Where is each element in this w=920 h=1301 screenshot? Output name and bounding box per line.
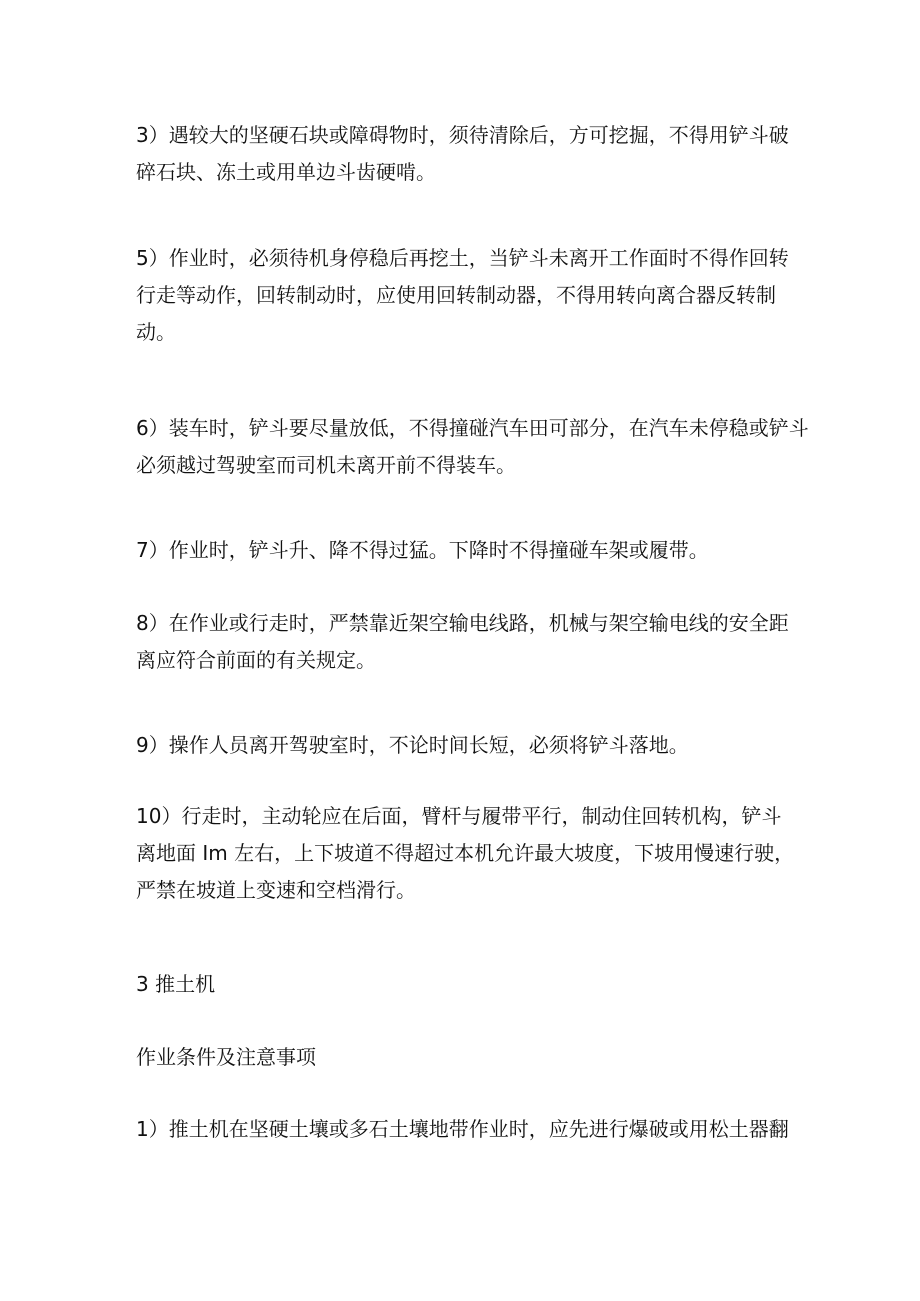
text-line: 1）推土机在坚硬土壤或多石土壤地带作业时，应先进行爆破或用松土器翻 [136, 1117, 789, 1141]
text-line: 严禁在坡道上变速和空档滑行。 [136, 878, 416, 902]
text-line: 10）行走时，主动轮应在后面，臂杆与履带平行，制动住回转机构，铲斗 [136, 804, 782, 828]
text-line: 3）遇较大的坚硬石块或障碍物时，须待清除后，方可挖掘，不得用铲斗破 [136, 123, 789, 147]
text-line: 8）在作业或行走时，严禁靠近架空输电线路，机械与架空输电线的安全距 [136, 611, 789, 635]
text-line: 离应符合前面的有关规定。 [136, 648, 376, 672]
text-line: 6）装车时，铲斗要尽量放低，不得撞碰汽车田可部分，在汽车未停稳或铲斗 [136, 416, 809, 440]
paragraph-item-10 [136, 798, 796, 909]
text-line: 5）作业时，必须待机身停稳后再挖土，当铲斗未离开工作面时不得作回转 [136, 246, 789, 270]
paragraph-item-3 [136, 117, 796, 191]
heading-text: 3 推土机 [136, 972, 216, 996]
section-heading-bulldozer [136, 966, 796, 1003]
text-line: 动。 [136, 320, 176, 344]
paragraph-item-7 [136, 532, 796, 569]
text-line: 碎石块、冻土或用单边斗齿硬啃。 [136, 160, 436, 184]
paragraph-item-6 [136, 410, 809, 484]
text-line: 行走等动作，回转制动时，应使用回转制动器，不得用转向离合器反转制 [136, 283, 776, 307]
paragraph-item-1 [136, 1111, 796, 1148]
paragraph-item-8 [136, 605, 796, 679]
paragraph-item-9 [136, 727, 796, 764]
subheading-text: 作业条件及注意事项 [136, 1045, 316, 1069]
text-line: 7）作业时，铲斗升、降不得过猛。下降时不得撞碰车架或履带。 [136, 538, 709, 562]
text-line: 9）操作人员离开驾驶室时，不论时间长短，必须将铲斗落地。 [136, 733, 689, 757]
text-line: 必须越过驾驶室而司机未离开前不得装车。 [136, 453, 516, 477]
paragraph-item-5 [136, 240, 796, 351]
text-line: 离地面 Im 左右，上下坡道不得超过本机允许最大坡度，下坡用慢速行驶， [136, 841, 795, 865]
subheading-conditions [136, 1039, 796, 1076]
